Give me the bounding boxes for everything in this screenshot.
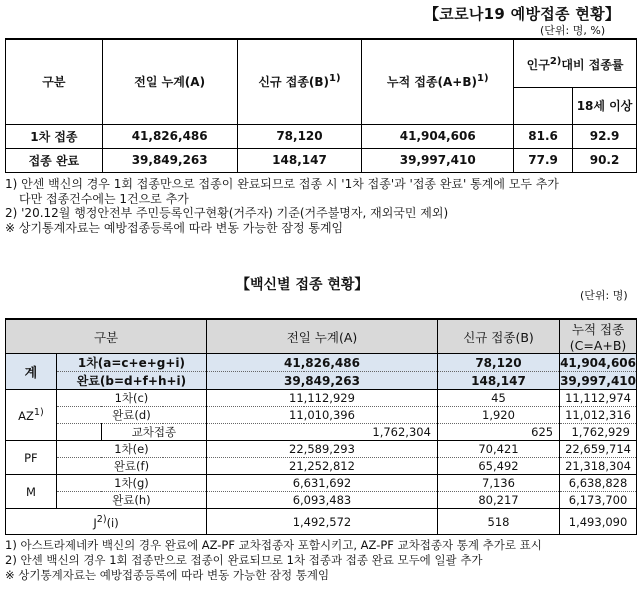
table-row (6, 124, 637, 148)
total-group-label: 계 (6, 354, 57, 390)
az-group-label: AZ$^{1)}$ (6, 390, 57, 441)
note-3: ※ 상기통계자료는 예방접종등록에 따라 변동 가능한 잠정 통계임 (5, 220, 344, 235)
vaccine-type-table (5, 318, 637, 535)
row-label: 완료(h) (56, 492, 206, 509)
cell-cumulative: 39,849,263 (102, 148, 237, 172)
cell-adult-ratio: 90.2 (573, 148, 637, 172)
header-new: 신규 접종(B) (437, 319, 559, 354)
note-2: 2) 안센 백신의 경우 1회 접종만으로 접종이 완료되므로 1차 접종과 접종 완료 모두에 일괄 추가 (5, 553, 483, 567)
table-row-cross (6, 424, 637, 441)
note-2: 2) '20.12월 행정안전부 주민등록인구현황(거주자) 기준(거주불명자, 재외국민 제외) (5, 206, 449, 220)
section2-title: 【백신별 접종 현황】 (236, 277, 369, 293)
cell-total: 41,904,606 (362, 124, 514, 148)
cell-total: 39,997,410 (560, 373, 636, 388)
table-row (6, 458, 637, 475)
row-label: 완료(b=d+f+h+i) (56, 372, 206, 390)
cell-cumulative: 39,849,263 (207, 372, 438, 390)
row-label: 1차(e) (56, 441, 206, 458)
header-new: 신규 접종$(B)^{1)}$ (237, 39, 362, 124)
cell-total: 11,112,974 (560, 390, 637, 407)
cell-new: 70,421 (437, 441, 559, 458)
row-label: 완료(f) (56, 458, 206, 475)
header-category: 구분 (6, 39, 103, 124)
cell-total: 6,638,828 (560, 475, 637, 492)
cell-cumulative: 11,010,396 (207, 407, 438, 424)
cell-cumulative: 41,826,486 (102, 124, 237, 148)
cell-total: 41,904,606 (560, 355, 636, 370)
header-cumulative: 전일 누계(A) (207, 319, 438, 354)
cell-pop-ratio: 77.9 (514, 148, 573, 172)
section2-unit: (단위: 명) (580, 289, 628, 302)
cell-cumulative: 6,631,692 (207, 475, 438, 492)
cell-new: 1,920 (437, 407, 559, 424)
cell-total: 22,659,714 (560, 441, 637, 458)
table-row (6, 509, 637, 535)
table-row (6, 148, 637, 172)
section1-notes (5, 177, 637, 235)
cell-new: 78,120 (437, 354, 559, 372)
m-group-label: M (6, 475, 57, 509)
cell-total: 6,173,700 (560, 492, 637, 509)
section1-title: 【코로나19 예방접종 현황】 (424, 5, 621, 23)
row-label: 접종 완료 (6, 148, 103, 172)
cell-total: 1,493,090 (560, 509, 637, 535)
row-label: 1차(c) (56, 390, 206, 407)
header-cumulative: 전일 누계(A) (102, 39, 237, 124)
header-total: 누적 접종$(A+B)^{1)}$ (362, 39, 514, 124)
header-ratio: 인구$^{2)}$대비 접종률 (514, 39, 637, 87)
row-label: 1차(a=c+e+g+i) (56, 354, 206, 372)
row-label: 완료(d) (56, 407, 206, 424)
cell-new: 45 (437, 390, 559, 407)
cell-new: 7,136 (437, 475, 559, 492)
table-row (6, 407, 637, 424)
cell-new: 625 (437, 424, 559, 441)
cell-cumulative: 21,252,812 (207, 458, 438, 475)
pf-group-label: PF (6, 441, 57, 475)
cell-cumulative: 11,112,929 (207, 390, 438, 407)
header-over18: 18세 이상 (573, 87, 637, 124)
section2-notes (5, 538, 637, 583)
row-label: 1차(g) (56, 475, 206, 492)
cell-new: 518 (437, 509, 559, 535)
cell-new: 78,120 (237, 124, 362, 148)
table-row (6, 354, 637, 372)
section1-unit: (단위: 명, %) (540, 24, 606, 37)
table-row (6, 475, 637, 492)
note-3: ※ 상기통계자료는 예방접종등록에 따라 변동 가능한 잠정 통계임 (5, 568, 330, 582)
table-row (6, 441, 637, 458)
header-total: 누적 접종(C=A+B) (560, 319, 637, 354)
cell-new: 148,147 (237, 148, 362, 172)
note-1: 1) 안센 백신의 경우 1회 접종만으로 접종이 완료되므로 접종 시 '1차 접종'과 '접종 완료' 통계에 모두 추가 (5, 177, 559, 191)
cell-pop-ratio: 81.6 (514, 124, 573, 148)
cell-total: 1,762,929 (560, 424, 637, 441)
table-row (6, 492, 637, 509)
row-label: 1차 접종 (6, 124, 103, 148)
header-category: 구분 (6, 319, 207, 354)
cell-cumulative: 1,492,572 (207, 509, 438, 535)
cell-new: 148,147 (437, 372, 559, 390)
table-row (6, 390, 637, 407)
cell-cumulative: 1,762,304 (207, 424, 438, 441)
cell-total: 21,318,304 (560, 458, 637, 475)
header-row (6, 319, 637, 354)
cell-total: 39,997,410 (362, 148, 514, 172)
row-label: 교차접종 (101, 424, 206, 441)
cell-new: 65,492 (437, 458, 559, 475)
cell-cumulative: 41,826,486 (207, 354, 438, 372)
cell-total: 11,012,316 (560, 407, 637, 424)
vaccination-status-table (5, 38, 637, 173)
cell-adult-ratio: 92.9 (573, 124, 637, 148)
note-1: 1) 아스트라제네카 백신의 경우 완료에 AZ-PF 교차접종자 포함시키고, AZ-PF 교차접종자 통계 추가로 표시 (5, 538, 542, 552)
note-1-sub: 다만 접종건수에는 1건으로 추가 (19, 191, 189, 206)
cell-cumulative: 6,093,483 (207, 492, 438, 509)
table-row (6, 372, 637, 390)
cell-cumulative: 22,589,293 (207, 441, 438, 458)
cell-new: 80,217 (437, 492, 559, 509)
j-group-label: $J^{2)}(i)$ (6, 509, 207, 535)
